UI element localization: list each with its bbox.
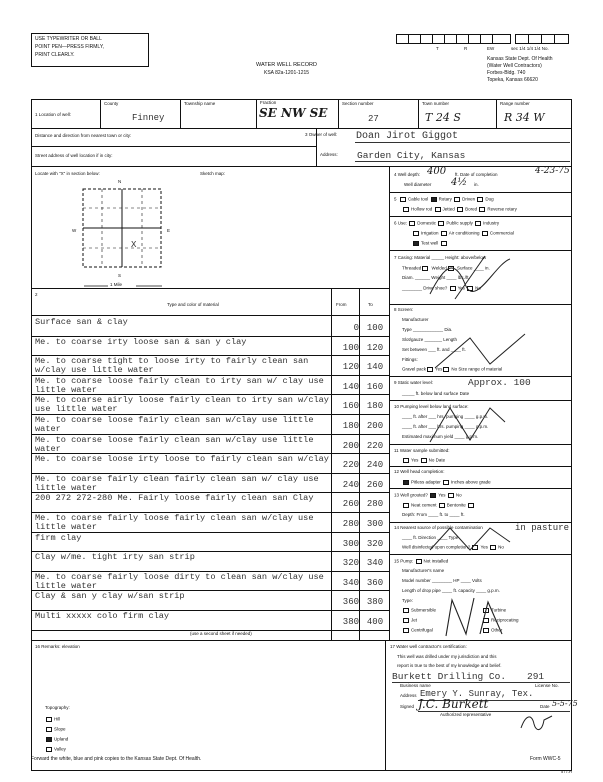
log-to: 280 [366, 499, 384, 510]
cert-date-value: 5-5-75 [552, 699, 578, 708]
below-land-label: ft. below land surface [415, 391, 459, 396]
casing-material-label: 7 Casing: Material [394, 255, 431, 260]
instructions-line-2: POINT PEN—PRESS FIRMLY, [35, 44, 104, 50]
log-material: Me. to coarse fairly loose dirty to clean san w/clay use little water [35, 572, 324, 591]
contamination-strike-mark [425, 524, 515, 554]
table-row [31, 552, 389, 572]
commercial-label: Commercial [489, 230, 514, 236]
drop-pipe-label: Length of drop pipe [402, 588, 441, 593]
surface-label: Surface [456, 265, 473, 271]
log-material: Me. to coarse airly loose fairly clean to irty san w/clay use little water [35, 396, 329, 414]
disinfected-yes: Yes [480, 544, 488, 550]
log-from: 280 [342, 519, 359, 529]
log-from: 320 [342, 558, 359, 569]
table-row [31, 395, 389, 415]
form-statute: KSA 82a-1201-1215 [264, 70, 310, 76]
dug-label: Dug [485, 196, 494, 202]
compass-n: N [118, 179, 122, 184]
compass-s: S [118, 273, 122, 278]
log-from: 140 [342, 381, 359, 392]
welded-label: Welded [431, 265, 447, 271]
pitless-checkbox[interactable] [403, 480, 409, 485]
well-head-label: 12 Well head completion: [394, 469, 445, 474]
s6-label: 6 Use: [394, 220, 408, 226]
log-from: 160 [342, 401, 359, 412]
driven-checkbox[interactable] [454, 197, 460, 202]
model-number-label: Model number [402, 578, 431, 583]
log-to: 300 [366, 519, 384, 529]
cert-address-label: Address [400, 693, 417, 698]
capacity-label: ft. capacity [453, 588, 475, 593]
bentonite-checkbox[interactable] [439, 503, 445, 508]
signed-label: Signed [400, 704, 415, 709]
log-from: 120 [342, 362, 359, 373]
volts-label: Volts [471, 578, 482, 583]
form-title: WATER WELL RECORD [256, 62, 317, 68]
owner-address-label: Address: [320, 152, 338, 157]
grouted-yes: Yes [438, 492, 446, 498]
valley-label: Valley [54, 746, 66, 752]
rotary-label: Rotary [438, 196, 452, 202]
owner-label: 3 Owner of well: [305, 132, 338, 137]
grid-label-ew: EW [487, 46, 495, 51]
county-value: Finney [132, 113, 165, 123]
casing-weight-label: Weight [431, 275, 446, 280]
screen-strike-mark [430, 330, 530, 374]
county-label: County [104, 101, 119, 106]
domestic-label: Domestic [417, 220, 437, 226]
pump-manufacturer-label: Manufacturer's name [402, 568, 445, 573]
table-row [31, 435, 389, 455]
log-from: 360 [342, 597, 359, 608]
agency-line-1: Kansas State Dept. Of Health [487, 56, 553, 62]
use-other-checkbox[interactable] [441, 241, 447, 246]
log-material: firm clay [35, 533, 82, 543]
irrigation-checkbox[interactable] [413, 231, 419, 236]
cable-tool-label: Cable tool [408, 196, 429, 202]
compass-w: W [72, 228, 77, 233]
capacity-gpm: g.p.m. [487, 588, 500, 593]
table-row [31, 611, 389, 631]
screen-label: 8 Screen: [394, 307, 414, 312]
log-to: 220 [366, 440, 384, 451]
centrifugal-label: Centrifugal [411, 627, 433, 633]
neat-cement-label: Neat cement [411, 502, 437, 508]
log-material: 200 272 272-280 Me. Fairly loose fairly clean san Clay [35, 494, 314, 504]
fraction-value: SE NW SE [259, 106, 328, 120]
pump1-gpm: g.p.m. [475, 414, 489, 419]
log-to: 120 [366, 342, 384, 353]
town-label: Town number [422, 101, 450, 106]
log-from: 380 [342, 617, 359, 627]
town-value: T 24 S [425, 111, 461, 124]
table-row [31, 533, 389, 553]
not-installed-checkbox[interactable] [416, 559, 422, 564]
dug-checkbox[interactable] [477, 197, 483, 202]
est-max-gpm: g.p.m. [465, 434, 479, 439]
log-material: Me. to coarse fairly loose fairly clean san w/clay use little water [35, 514, 314, 532]
table-row [31, 376, 389, 396]
test-well-checkbox[interactable] [413, 241, 419, 246]
cert-address-value: Emery Y. Sunray, Tex. [420, 689, 534, 699]
hill-label: Hill [54, 716, 61, 722]
pump2-after: ft. after [413, 424, 428, 429]
grouted-no: No [455, 492, 462, 498]
casing-height-label: Height: above/below [445, 255, 487, 260]
submersible-checkbox[interactable] [403, 608, 409, 613]
domestic-checkbox[interactable] [409, 221, 415, 226]
log-type-header: Type and color of material [167, 302, 219, 307]
cert-date-label: Date [540, 704, 550, 709]
set-between-ft: ft. [462, 347, 466, 352]
contam-type: Type [448, 535, 459, 540]
hill-checkbox[interactable] [46, 717, 52, 722]
pump-type-label: Type: [402, 598, 414, 603]
gravel-pack-yes: Yes [435, 366, 443, 372]
contamination-value: in pasture [515, 523, 570, 533]
one-mile: 1 Mile [110, 282, 123, 287]
cert-label: 17 Water well contractor's certification: [390, 644, 467, 649]
log-from: 180 [342, 421, 359, 431]
depth-unit: ft. Date of completion [455, 172, 498, 177]
log-from: 0 [353, 323, 359, 333]
license-label: License No. [535, 683, 559, 688]
hp-label: HP [453, 578, 460, 583]
casing-diam-label: Diam. [402, 275, 414, 280]
cert-line-1: This well was drilled under my jurisdiction and this [397, 654, 497, 659]
drive-shoe-yes-label: Yes [457, 285, 465, 291]
rotary-checkbox[interactable] [431, 197, 437, 202]
set-between-ft-and: ft. and [437, 347, 450, 352]
casing-strike-mark [425, 254, 515, 304]
pump2-hrs: hrs. pumping [437, 424, 464, 429]
sketch-label: Sketch map: [200, 171, 226, 176]
jet-label: Jet [411, 617, 418, 623]
grid-label-r: R [464, 46, 468, 51]
log-to: 400 [366, 617, 384, 627]
cert-line-2: report is true to the best of my knowledge and belief. [397, 663, 502, 668]
table-row [31, 591, 389, 611]
table-row [31, 572, 389, 592]
jet-checkbox[interactable] [403, 618, 409, 623]
instructions-line-1: USE TYPEWRITER OR BALL [35, 36, 102, 42]
casing-weight-unit: lbs./ft. [457, 275, 470, 280]
log-to: 200 [366, 421, 384, 431]
s5-number: 5 [394, 196, 397, 202]
above-grade-label: Inches above grade [451, 479, 491, 485]
section-label: Section number [342, 101, 374, 106]
bentonite-label: Bentonite [446, 502, 466, 508]
grid-label-t: T [436, 46, 439, 51]
log-material: Me. to coarse tight to loose irty to fairly clean san w/clay use little water [35, 357, 309, 375]
pumping-strike-mark [420, 402, 520, 446]
diameter-value: 4½ [451, 177, 468, 188]
depth-label: 4 Well depth: [394, 172, 421, 177]
jetted-checkbox[interactable] [435, 207, 441, 212]
log-to: 320 [366, 538, 384, 549]
log-continue-note: (use a second sheet if needed) [190, 631, 252, 636]
section-grid [82, 188, 162, 268]
slope-checkbox[interactable] [46, 727, 52, 732]
centrifugal-checkbox[interactable] [403, 628, 409, 633]
business-name-label: Business name [400, 683, 431, 688]
log-material: Clay & san y clay w/san strip [35, 592, 185, 602]
screen-length-label: Length [443, 337, 458, 342]
grout-other-checkbox[interactable] [468, 503, 474, 508]
log-from: 240 [342, 479, 359, 490]
grid-box-row [396, 34, 511, 44]
log-to: 340 [366, 558, 384, 569]
turbine-label: Turbine [491, 607, 507, 613]
industry-checkbox[interactable] [475, 221, 481, 226]
authorized-label: Authorized representative [440, 712, 492, 717]
slot-label: Slot/gauze [402, 337, 424, 342]
locate-label: Locate with "X" in section below: [35, 171, 100, 176]
log-material: Me. to coarse loose fairly clean san w/clay use little water [35, 416, 314, 434]
mile-arrow [84, 283, 162, 289]
table-row [31, 415, 389, 435]
set-between-label: Set between [402, 347, 428, 352]
reciprocating-label: Reciprocating [491, 617, 519, 623]
slope-label: Slope [54, 726, 66, 732]
air-conditioning-label: Air conditioning [448, 230, 480, 236]
street-label: Street address of well location if in city: [35, 153, 113, 158]
table-row [31, 513, 389, 533]
bored-label: Bored [465, 206, 478, 212]
hollow-rod-checkbox[interactable] [403, 207, 409, 212]
drive-shoe-no-label: No [475, 285, 481, 291]
table-row [31, 337, 389, 357]
section-value: 27 [368, 114, 379, 124]
pump1-after: ft. after [413, 414, 428, 419]
table-row [31, 356, 389, 376]
log-to: 380 [366, 597, 384, 608]
log-from: 200 [342, 440, 359, 451]
industry-label: Industry [483, 220, 500, 226]
log-material: Me. to coarse loose fairly clean san w/clay use little water [35, 435, 314, 454]
static-level-value: Approx. 100 [468, 377, 531, 388]
contam-ft: ft. [413, 535, 418, 540]
business-name-value: Burkett Drilling Co. [392, 671, 507, 682]
form-code: 577-H [561, 769, 572, 774]
table-row [31, 317, 389, 337]
bored-checkbox[interactable] [457, 207, 463, 212]
gravel-pack-no: No [451, 366, 458, 372]
upland-label: Upland [54, 736, 69, 742]
above-grade-checkbox[interactable] [443, 480, 449, 485]
hollow-rod-label: Hollow rod [411, 206, 433, 212]
grid-label-sec: sec 1/4 1/4 1/4 No. [511, 46, 549, 51]
table-row [31, 474, 389, 494]
est-max-yield-label: Estimated maximum yield [402, 434, 454, 439]
log-to: 180 [366, 401, 384, 412]
distance-label: Distance and direction from nearest town or city: [35, 133, 132, 138]
log-from: 220 [342, 460, 359, 471]
diameter-label: Well diameter [404, 182, 432, 187]
reverse-rotary-label: Reverse rotary [487, 206, 517, 212]
signature: J.C. Burkett [418, 697, 489, 711]
grout-depth-label: Depth: From [402, 512, 428, 517]
upland-checkbox[interactable] [46, 737, 52, 742]
initials-mark [518, 710, 554, 734]
log-material: Me. to coarse fairly clean fairly clean san w/ clay use little water [35, 474, 319, 493]
depth-value: 400 [427, 166, 447, 177]
location-label: 1 Location of well: [35, 112, 72, 117]
irrigation-label: Irrigation [421, 230, 439, 236]
pumping-level-label: 10 Pumping level below land surface: [394, 404, 469, 409]
log-to: 140 [366, 362, 384, 373]
pump-label: 15 Pump: [394, 558, 414, 564]
footer-note: Forward the white, blue and pink copies to the Kansas State Dept. Of Health. [31, 756, 202, 762]
pump1-hrs: hrs. pumping [437, 414, 464, 419]
log-material: Me. to coarse loose irty loose to fairly clean san w/clay [35, 455, 329, 465]
instructions-line-3: PRINT CLEARLY. [35, 52, 75, 58]
owner-value: Doan Jirot Giggot [356, 131, 459, 142]
static-level-label: 9 Static water level: [394, 380, 434, 385]
public-supply-checkbox[interactable] [438, 221, 444, 226]
pump-strike-mark [440, 594, 510, 638]
surface-unit: in. [485, 265, 490, 271]
range-label: Range number [500, 101, 530, 106]
neat-cement-checkbox[interactable] [403, 503, 409, 508]
commercial-checkbox[interactable] [482, 231, 488, 236]
table-row [31, 454, 389, 474]
disinfected-no: No [498, 544, 504, 550]
form-number: Form WWC-5 [530, 756, 561, 762]
submersible-label: Submersible [411, 607, 437, 613]
water-sample-no: No [428, 457, 435, 463]
not-installed-label: Not installed [423, 558, 449, 564]
log-to: 360 [366, 577, 384, 588]
license-value: 291 [527, 671, 545, 682]
screen-manufacturer-label: Manufacturer [402, 317, 429, 322]
water-sample-date: Date [435, 457, 446, 463]
log-to: 160 [366, 381, 384, 392]
log-from-header: From [336, 302, 347, 307]
log-material: Me. to coarse irty loose san & san y clay [35, 337, 247, 347]
pump-other-label: Other [491, 627, 503, 633]
gravel-pack-label: Gravel pack [402, 366, 427, 372]
water-sample-yes-checkbox[interactable] [403, 458, 409, 463]
log-material: Me. to coarse loose fairly clean to irty san w/ clay use little water [35, 376, 324, 395]
diameter-unit: in. [474, 182, 479, 187]
remarks-label: 16 Remarks: elevation [35, 644, 80, 649]
screen-dia-label: Dia. [444, 327, 453, 332]
valley-checkbox[interactable] [46, 747, 52, 752]
well-x-mark: X [131, 240, 137, 250]
grouted-yes-checkbox[interactable] [430, 493, 436, 498]
water-sample-label: 11 Water sample submitted: [394, 448, 450, 453]
driven-label: Driven [462, 196, 476, 202]
topography-label: Topography: [45, 705, 70, 710]
log-from: 300 [342, 538, 359, 549]
log-to: 260 [366, 479, 384, 490]
static-date-label: Date [459, 391, 470, 396]
grouted-label: 13 Well grouted? [394, 492, 428, 498]
log-to-header: To [368, 302, 373, 307]
log-from: 100 [342, 342, 359, 353]
drive-shoe-label: Drive shoe? [423, 285, 448, 291]
screen-type-label: Type [402, 327, 412, 332]
size-range-label: Size range of material [458, 366, 503, 372]
public-supply-label: Public supply [446, 220, 473, 226]
compass-e: E [167, 228, 171, 233]
air-conditioning-checkbox[interactable] [441, 231, 447, 236]
cable-tool-checkbox[interactable] [400, 197, 406, 202]
contamination-label: 14 Nearest source of possible contamination [394, 525, 483, 530]
owner-address-value: Garden City, Kansas [357, 150, 466, 161]
log-to: 100 [366, 323, 384, 333]
disinfected-label: Well disinfected upon completion? [402, 544, 471, 550]
table-row [31, 493, 389, 513]
grout-ft-to: ft. to [439, 512, 449, 517]
test-well-label: Test well [421, 240, 439, 246]
log-material: Surface san & clay [35, 318, 128, 327]
log-from: 260 [342, 499, 359, 510]
completion-date: 4-23-75 [535, 166, 570, 176]
contam-direction: Direction [418, 535, 437, 540]
fraction-label: Fraction [260, 100, 277, 105]
grout-ft: ft. [460, 512, 465, 517]
grid-box-small [515, 34, 569, 44]
jetted-label: Jetted [442, 206, 455, 212]
agency-line-2: (Water Well Contractors) [487, 63, 542, 69]
log-to: 240 [366, 460, 384, 471]
log-material: Multi xxxxx colo firm clay [35, 612, 170, 621]
threaded-label: Threaded [402, 265, 422, 271]
log-material: Clay w/me. tight irty san strip [35, 553, 195, 563]
reverse-rotary-checkbox[interactable] [479, 207, 485, 212]
agency-line-3: Forbes-Bldg. 740 [487, 70, 526, 76]
grouted-no-checkbox[interactable] [448, 493, 454, 498]
agency-line-4: Topeka, Kansas 66620 [487, 77, 538, 83]
log-section-number: 2 [35, 292, 38, 297]
pump2-gpm: g.p.m. [475, 424, 489, 429]
pitless-label: Pitless adapter [411, 479, 441, 485]
log-from: 340 [342, 577, 359, 588]
water-sample-no-checkbox[interactable] [421, 458, 427, 463]
township-label: Township name [184, 101, 216, 106]
water-sample-yes: Yes [411, 457, 419, 463]
fittings-label: Fittings: [402, 357, 418, 362]
range-value: R 34 W [504, 111, 545, 124]
